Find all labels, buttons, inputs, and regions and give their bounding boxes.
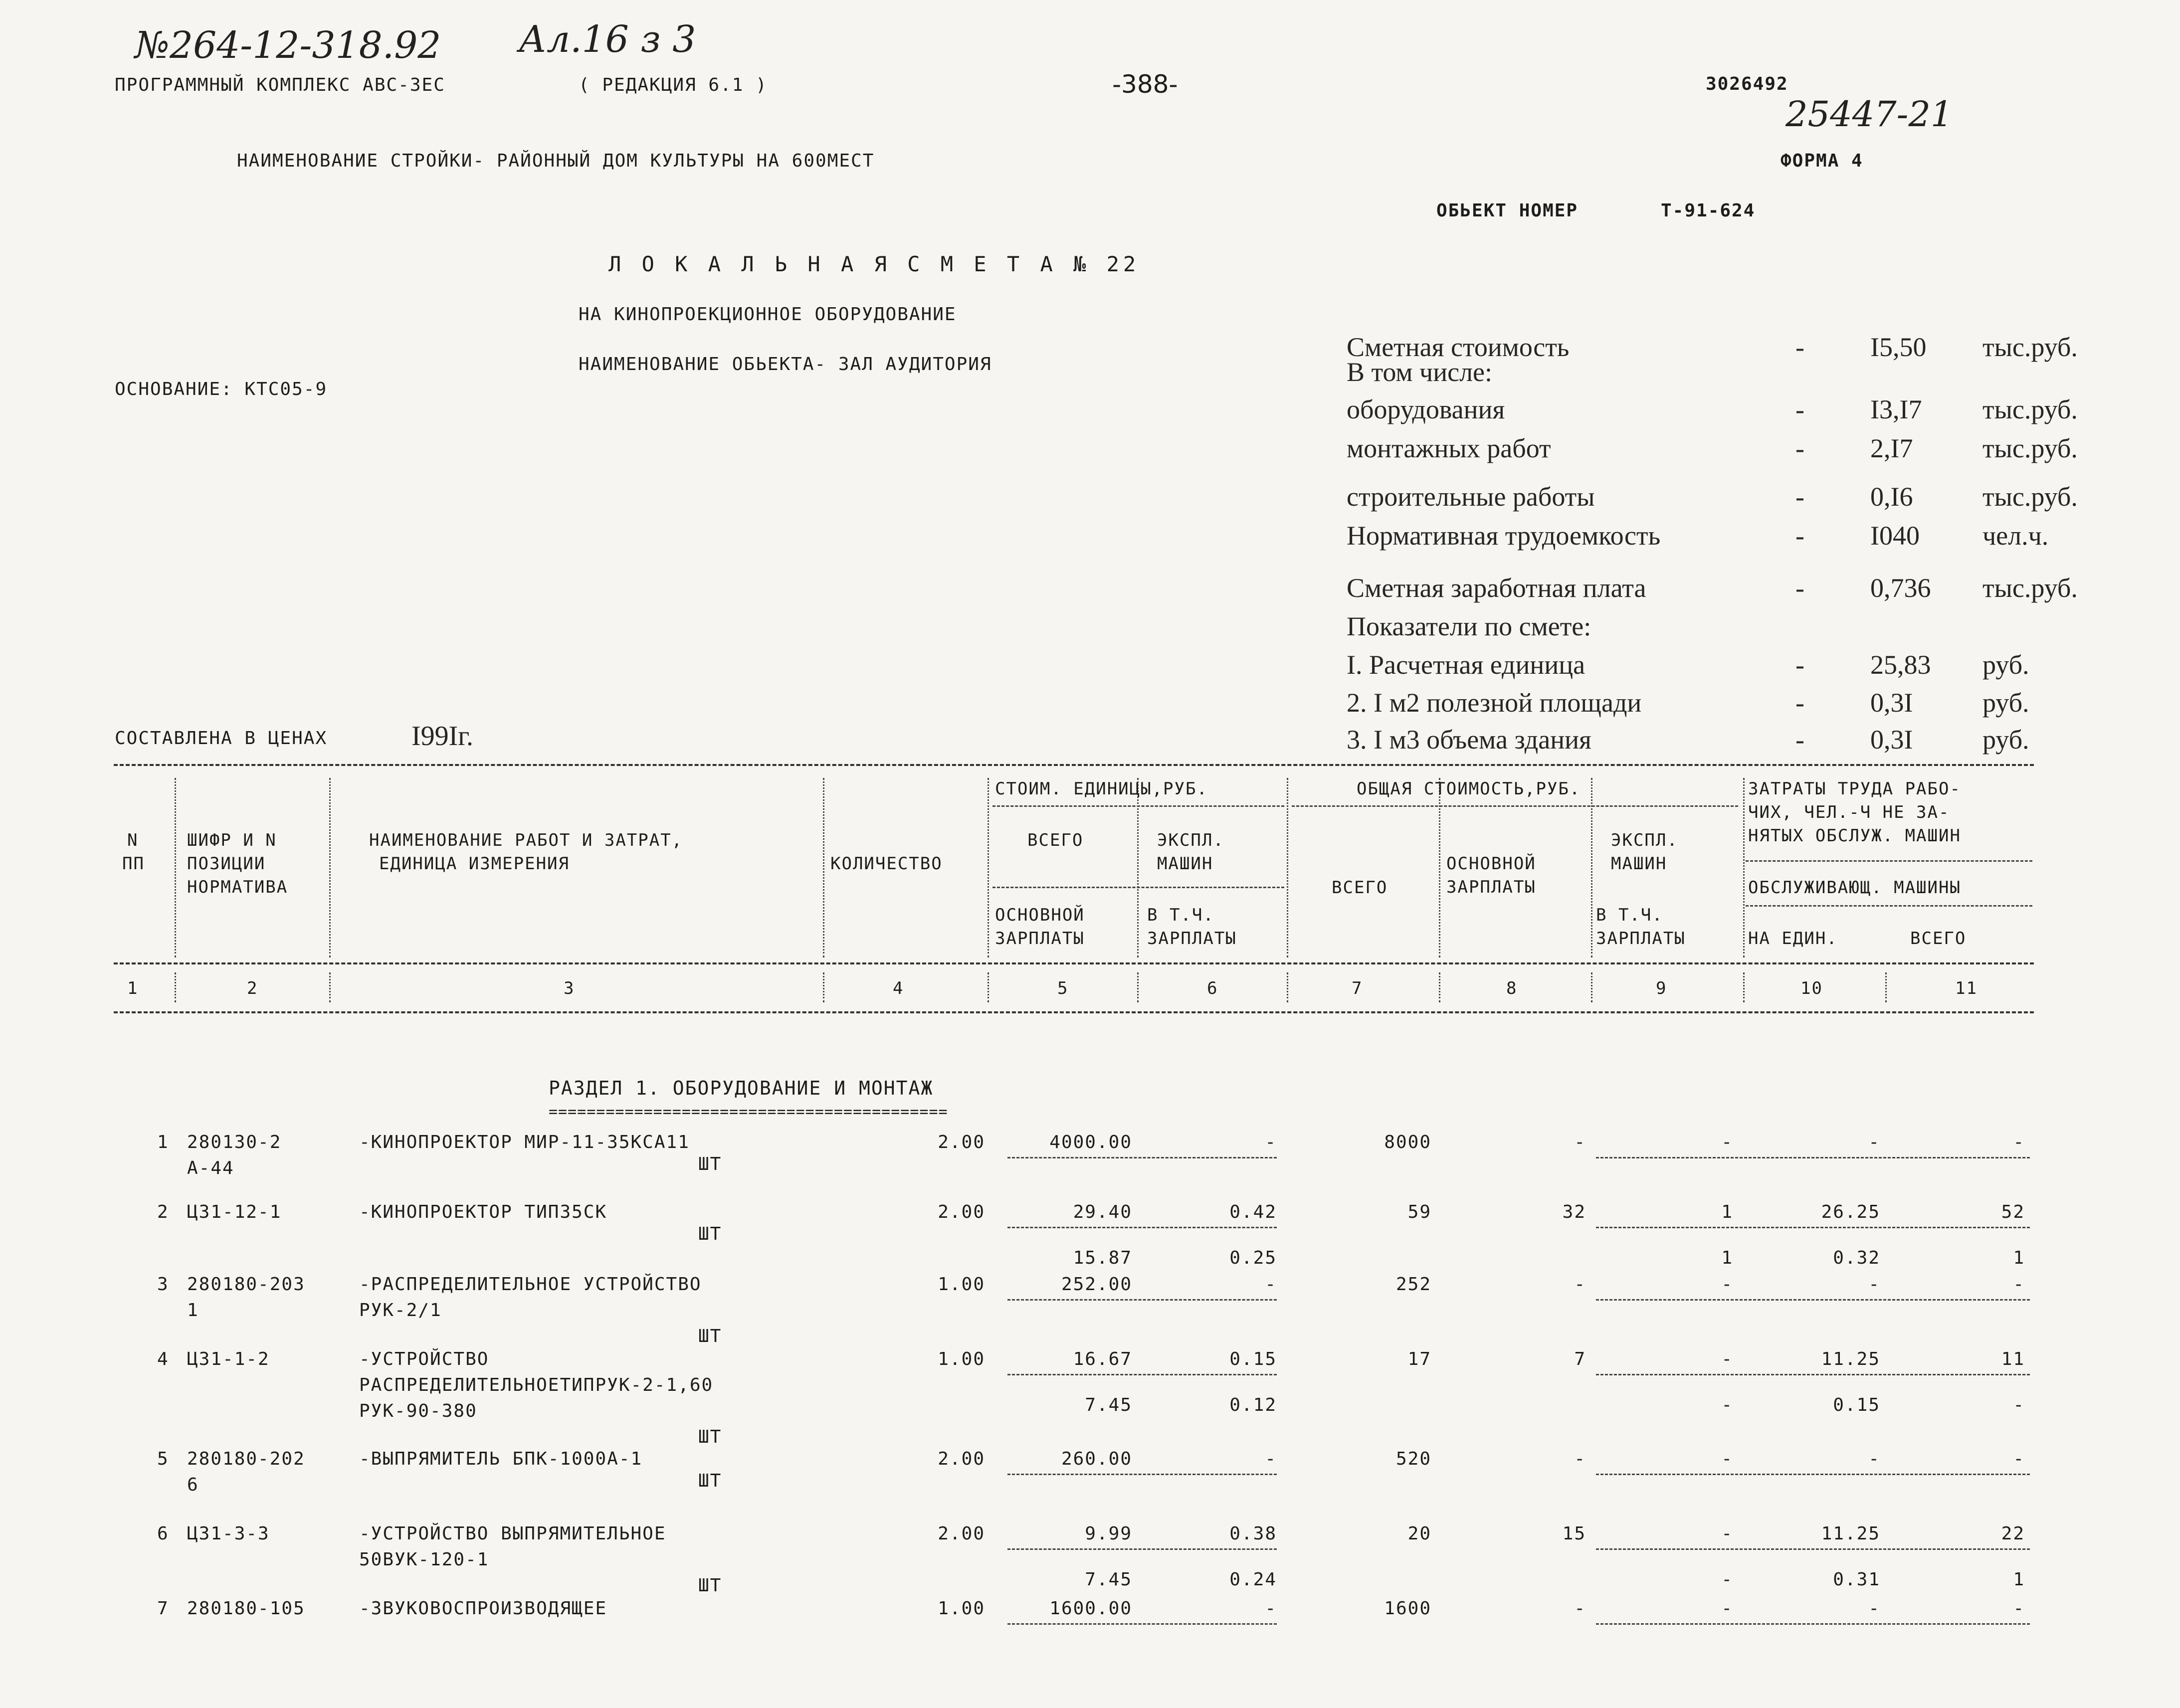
row-unit-machines: - [1265, 1274, 1277, 1295]
row-name: -УСТРОЙСТВО ВЫПРЯМИТЕЛЬНОЕ [359, 1523, 666, 1544]
row-total-machines: - [1721, 1598, 1733, 1619]
summary-label: монтажных работ [1347, 433, 1551, 463]
row-total-base-salary: - [1574, 1598, 1586, 1619]
program-name: ПРОГРАММНЫЙ КОМПЛЕКС АВС-3ЕС [115, 75, 445, 95]
row-code: 6 [187, 1475, 199, 1495]
header-total-base-salary: ОСНОВНОЙ [1446, 854, 1536, 874]
row-unit-machines: 0.42 [1229, 1202, 1277, 1222]
prices-year: I99Iг. [411, 721, 473, 752]
object-number: Т-91-624 [1661, 200, 1756, 221]
header-labor: ЧИХ, ЧЕЛ.-Ч НЕ ЗА- [1748, 802, 1950, 822]
row-total-machines: - [1721, 1274, 1733, 1295]
row-unit-machines: 0.15 [1229, 1349, 1277, 1369]
row-labor-total: 52 [2001, 1202, 2025, 1222]
header-col-name: НАИМЕНОВАНИЕ РАБОТ И ЗАТРАТ, [369, 830, 683, 850]
row-unit-base-salary: 15.87 [1073, 1248, 1132, 1268]
row-labor-total: - [2013, 1274, 2025, 1295]
row-unit-machines: - [1265, 1598, 1277, 1619]
row-unit-total: 252.00 [1061, 1274, 1132, 1295]
handwritten-doc-number: №264-12-318.92 [135, 24, 441, 67]
row-unit: ШТ [698, 1471, 722, 1491]
column-number: 3 [564, 978, 575, 998]
row-subline [1596, 1548, 2030, 1550]
header-labor-machines: ОБСЛУЖИВАЮЩ. МАШИНЫ [1748, 878, 1961, 898]
row-total-base-salary: - [1574, 1274, 1586, 1295]
row-total-machines: - [1721, 1523, 1733, 1544]
page-number: -388- [1112, 70, 1178, 99]
header-total-cost: ОБЩАЯ СТОИМОСТЬ,РУБ. [1357, 779, 1581, 799]
row-labor-unit: - [1868, 1449, 1880, 1469]
summary-unit: тыс.руб. [1982, 433, 2078, 463]
header-subline [1746, 860, 2032, 862]
row-subline [1596, 1374, 2030, 1375]
header-total-all: ВСЕГО [1332, 878, 1388, 898]
section-title: РАЗДЕЛ 1. ОБОРУДОВАНИЕ И МОНТАЖ [549, 1077, 934, 1099]
summary-unit: чел.ч. [1982, 521, 2049, 551]
row-total-incl-salary: - [1721, 1395, 1733, 1415]
prices-label: СОСТАВЛЕНА В ЦЕНАХ [115, 728, 328, 749]
row-total-incl-salary: 1 [1721, 1248, 1733, 1268]
row-code: А-44 [187, 1158, 234, 1178]
row-name: -КИНОПРОЕКТОР МИР-11-35КСА11 [359, 1132, 690, 1152]
row-labor-total: - [2013, 1598, 2025, 1619]
header-total-machines: ЭКСПЛ. [1611, 830, 1678, 850]
table-top-border [114, 764, 2034, 766]
table-header-border [114, 962, 2034, 964]
summary-label: В том числе: [1347, 357, 1492, 387]
summary-dash: - [1795, 521, 1804, 551]
column-divider [1287, 778, 1288, 957]
row-total: 252 [1395, 1274, 1431, 1295]
row-quantity: 2.00 [938, 1202, 985, 1222]
row-name: -УСТРОЙСТВО [359, 1349, 489, 1369]
row-subline [1596, 1299, 2030, 1301]
summary-dash: - [1795, 394, 1804, 424]
row-quantity: 1.00 [938, 1349, 985, 1369]
summary-label: строительные работы [1347, 482, 1595, 512]
handwritten-album: Ал.16 з 3 [519, 18, 696, 61]
row-total: 1600 [1384, 1598, 1431, 1619]
row-unit-total: 29.40 [1073, 1202, 1132, 1222]
row-name: РУК-2/1 [359, 1300, 442, 1321]
row-name: -РАСПРЕДЕЛИТЕЛЬНОЕ УСТРОЙСТВО [359, 1274, 702, 1295]
row-labor-total: 11 [2001, 1349, 2025, 1369]
column-number: 10 [1800, 978, 1823, 998]
header-col-n: N [127, 830, 139, 850]
row-unit-total: 4000.00 [1049, 1132, 1132, 1152]
column-divider [823, 972, 824, 1002]
row-quantity: 2.00 [938, 1523, 985, 1544]
header-unit-incl-salary: ЗАРПЛАТЫ [1147, 929, 1237, 949]
row-labor-total: - [2013, 1132, 2025, 1152]
row-number: 7 [157, 1598, 169, 1619]
header-col-code: ШИФР И N [187, 830, 277, 850]
row-labor-machines-total: - [2013, 1395, 2025, 1415]
header-labor-unit: НА ЕДИН. [1748, 929, 1838, 949]
column-number: 5 [1057, 978, 1069, 998]
column-divider [329, 778, 331, 957]
row-total-incl-salary: - [1721, 1569, 1733, 1590]
column-divider [823, 778, 824, 957]
header-col-code: ПОЗИЦИИ [187, 854, 266, 874]
summary-unit: руб. [1982, 725, 2029, 755]
row-unit-total: 9.99 [1085, 1523, 1132, 1544]
header-subline [1292, 805, 1738, 807]
header-labor-total: ВСЕГО [1910, 929, 1967, 949]
header-unit-cost: СТОИМ. ЕДИНИЦЫ,РУБ. [995, 779, 1208, 799]
header-col-n: ПП [122, 854, 145, 874]
form-number: ФОРМА 4 [1781, 151, 1863, 171]
column-divider [1591, 972, 1592, 1002]
header-labor: ЗАТРАТЫ ТРУДА РАБО- [1748, 779, 1961, 799]
summary-dash: - [1795, 573, 1804, 603]
summary-unit: тыс.руб. [1982, 573, 2078, 603]
row-total-base-salary: 32 [1562, 1202, 1586, 1222]
summary-value: 2,I7 [1870, 433, 1913, 463]
header-total-base-salary: ЗАРПЛАТЫ [1446, 877, 1536, 897]
summary-unit: тыс.руб. [1982, 482, 2078, 512]
column-divider [1137, 972, 1139, 1002]
summary-unit: руб. [1982, 650, 2029, 680]
summary-value: 25,83 [1870, 650, 1931, 680]
handwritten-page-code: 25447-21 [1785, 94, 1953, 135]
row-unit-incl-salary: 0.24 [1229, 1569, 1277, 1590]
row-labor-unit: 11.25 [1821, 1349, 1880, 1369]
estimate-subject: НА КИНОПРОЕКЦИОННОЕ ОБОРУДОВАНИЕ [579, 304, 957, 325]
column-divider [329, 972, 331, 1002]
column-number: 2 [247, 978, 258, 998]
summary-value: I5,50 [1870, 332, 1927, 362]
row-subline [1596, 1227, 2030, 1228]
header-unit-total: ВСЕГО [1027, 830, 1084, 850]
column-number: 9 [1656, 978, 1667, 998]
row-subline [1007, 1299, 1277, 1301]
header-unit-machines: МАШИН [1157, 854, 1213, 874]
row-code: Ц31-1-2 [187, 1349, 270, 1369]
row-name: -ВЫПРЯМИТЕЛЬ БПК-1000А-1 [359, 1449, 643, 1469]
column-divider [175, 972, 176, 1002]
header-subline [992, 887, 1284, 888]
row-total: 59 [1407, 1202, 1431, 1222]
row-code: 280130-2 [187, 1132, 282, 1152]
row-total-machines: - [1721, 1132, 1733, 1152]
row-total-base-salary: 15 [1562, 1523, 1586, 1544]
row-unit-incl-salary: 0.25 [1229, 1248, 1277, 1268]
column-number: 4 [893, 978, 904, 998]
row-code: 280180-202 [187, 1449, 305, 1469]
row-code: Ц31-12-1 [187, 1202, 282, 1222]
row-code: 1 [187, 1300, 199, 1321]
row-subline [1007, 1374, 1277, 1375]
program-edition: ( РЕДАКЦИЯ 6.1 ) [579, 75, 768, 95]
row-labor-machines-total: 1 [2013, 1248, 2025, 1268]
column-divider [175, 778, 176, 957]
column-divider [988, 778, 989, 957]
summary-value: 0,I6 [1870, 482, 1913, 512]
row-total: 8000 [1384, 1132, 1431, 1152]
row-quantity: 2.00 [938, 1132, 985, 1152]
section-underline: ========================================== [549, 1103, 948, 1121]
row-labor-unit: - [1868, 1598, 1880, 1619]
row-unit-total: 260.00 [1061, 1449, 1132, 1469]
summary-label: Показатели по смете: [1347, 611, 1591, 641]
summary-label: Сметная заработная плата [1347, 573, 1646, 603]
row-labor-total: 22 [2001, 1523, 2025, 1544]
row-labor-machines-unit: 0.15 [1833, 1395, 1880, 1415]
row-quantity: 1.00 [938, 1274, 985, 1295]
row-subline [1007, 1227, 1277, 1228]
row-unit-total: 16.67 [1073, 1349, 1132, 1369]
column-divider [1439, 972, 1440, 1002]
summary-label: Сметная стоимость [1347, 332, 1570, 362]
row-name: -ЗВУКОВОСПРОИЗВОДЯЩЕЕ [359, 1598, 607, 1619]
row-total-machines: 1 [1721, 1202, 1733, 1222]
row-name: -КИНОПРОЕКТОР ТИП35СК [359, 1202, 607, 1222]
row-labor-unit: - [1868, 1274, 1880, 1295]
summary-label: Нормативная трудоемкость [1347, 521, 1661, 551]
column-number: 1 [127, 978, 139, 998]
header-total-machines: МАШИН [1611, 854, 1667, 874]
header-col-code: НОРМАТИВА [187, 877, 288, 897]
summary-value: I040 [1870, 521, 1920, 551]
row-total-base-salary: - [1574, 1449, 1586, 1469]
row-number: 2 [157, 1202, 169, 1222]
summary-dash: - [1795, 650, 1804, 680]
row-unit-machines: - [1265, 1132, 1277, 1152]
summary-unit: руб. [1982, 688, 2029, 718]
object-name: НАИМЕНОВАНИЕ ОБЬЕКТА- ЗАЛ АУДИТОРИЯ [579, 354, 992, 375]
summary-value: I3,I7 [1870, 394, 1922, 424]
summary-dash: - [1795, 433, 1804, 463]
summary-value: 0,3I [1870, 688, 1913, 718]
row-unit: ШТ [698, 1326, 722, 1346]
header-labor: НЯТЫХ ОБСЛУЖ. МАШИН [1748, 826, 1961, 846]
row-subline [1596, 1157, 2030, 1158]
column-number: 11 [1955, 978, 1978, 998]
document-title: Л О К А Л Ь Н А Я С М Е Т А № 22 [608, 252, 1140, 276]
row-name: 50ВУК-120-1 [359, 1549, 489, 1570]
row-unit-total: 1600.00 [1049, 1598, 1132, 1619]
header-subline [992, 805, 1284, 807]
row-labor-total: - [2013, 1449, 2025, 1469]
column-divider [1743, 972, 1745, 1002]
row-total: 20 [1407, 1523, 1431, 1544]
header-col-qty: КОЛИЧЕСТВО [830, 854, 943, 874]
row-code: Ц31-3-3 [187, 1523, 270, 1544]
header-subline [1746, 905, 2032, 907]
row-quantity: 1.00 [938, 1598, 985, 1619]
row-unit: ШТ [698, 1427, 722, 1447]
summary-dash: - [1795, 332, 1804, 362]
row-labor-machines-total: 1 [2013, 1569, 2025, 1590]
summary-unit: тыс.руб. [1982, 332, 2078, 362]
column-number: 7 [1352, 978, 1363, 998]
row-unit-incl-salary: 0.12 [1229, 1395, 1277, 1415]
object-number-label: ОБЬЕКТ НОМЕР [1436, 200, 1579, 221]
row-total: 520 [1395, 1449, 1431, 1469]
table-numbers-border [114, 1011, 2034, 1013]
row-unit-machines: - [1265, 1449, 1277, 1469]
summary-value: 0,3I [1870, 725, 1913, 755]
row-labor-unit: 11.25 [1821, 1523, 1880, 1544]
row-subline [1007, 1474, 1277, 1475]
row-subline [1007, 1157, 1277, 1158]
summary-unit: тыс.руб. [1982, 394, 2078, 424]
column-divider [1439, 778, 1440, 957]
row-name: РАСПРЕДЕЛИТЕЛЬНОЕТИПРУК-2-1,60 [359, 1375, 714, 1395]
row-labor-unit: 26.25 [1821, 1202, 1880, 1222]
summary-label: 2. I м2 полезной площади [1347, 688, 1642, 718]
row-unit-machines: 0.38 [1229, 1523, 1277, 1544]
header-unit-base-salary: ОСНОВНОЙ [995, 905, 1085, 925]
row-code: 280180-105 [187, 1598, 305, 1619]
header-unit-incl-salary: В Т.Ч. [1147, 905, 1214, 925]
header-col-name: ЕДИНИЦА ИЗМЕРЕНИЯ [379, 854, 570, 874]
column-divider [1743, 778, 1745, 957]
row-total: 17 [1407, 1349, 1431, 1369]
row-subline [1007, 1548, 1277, 1550]
row-labor-machines-unit: 0.32 [1833, 1248, 1880, 1268]
row-number: 1 [157, 1132, 169, 1152]
column-divider [988, 972, 989, 1002]
summary-label: 3. I м3 объема здания [1347, 725, 1591, 755]
summary-dash: - [1795, 725, 1804, 755]
row-subline [1596, 1474, 2030, 1475]
row-subline [1007, 1623, 1277, 1625]
column-number: 8 [1506, 978, 1518, 998]
row-number: 5 [157, 1449, 169, 1469]
header-unit-base-salary: ЗАРПЛАТЫ [995, 929, 1085, 949]
row-number: 3 [157, 1274, 169, 1295]
header-total-incl-salary: В Т.Ч. [1596, 905, 1663, 925]
summary-label: оборудования [1347, 394, 1505, 424]
row-subline [1596, 1623, 2030, 1625]
row-quantity: 2.00 [938, 1449, 985, 1469]
summary-label: I. Расчетная единица [1347, 650, 1585, 680]
estimate-basis: ОСНОВАНИЕ: КТС05-9 [115, 379, 328, 399]
column-divider [1137, 778, 1139, 957]
construction-name: НАИМЕНОВАНИЕ СТРОЙКИ- РАЙОННЫЙ ДОМ КУЛЬТУРЫ НА 600МЕСТ [237, 151, 875, 171]
row-number: 6 [157, 1523, 169, 1544]
row-total-base-salary: - [1574, 1132, 1586, 1152]
row-labor-unit: - [1868, 1132, 1880, 1152]
row-total-machines: - [1721, 1349, 1733, 1369]
column-divider [1287, 972, 1288, 1002]
header-unit-machines: ЭКСПЛ. [1157, 830, 1224, 850]
header-total-incl-salary: ЗАРПЛАТЫ [1596, 929, 1686, 949]
row-unit: ШТ [698, 1154, 722, 1174]
doc-code: 3026492 [1706, 74, 1788, 94]
column-divider [1885, 972, 1887, 1002]
row-code: 280180-203 [187, 1274, 305, 1295]
row-unit-base-salary: 7.45 [1085, 1395, 1132, 1415]
row-unit-base-salary: 7.45 [1085, 1569, 1132, 1590]
row-number: 4 [157, 1349, 169, 1369]
row-total-machines: - [1721, 1449, 1733, 1469]
column-number: 6 [1207, 978, 1218, 998]
summary-dash: - [1795, 688, 1804, 718]
row-unit: ШТ [698, 1575, 722, 1596]
row-labor-machines-unit: 0.31 [1833, 1569, 1880, 1590]
row-total-base-salary: 7 [1574, 1349, 1586, 1369]
row-name: РУК-90-380 [359, 1401, 477, 1421]
column-divider [1591, 778, 1592, 957]
summary-value: 0,736 [1870, 573, 1931, 603]
summary-dash: - [1795, 482, 1804, 512]
row-unit: ШТ [698, 1224, 722, 1244]
